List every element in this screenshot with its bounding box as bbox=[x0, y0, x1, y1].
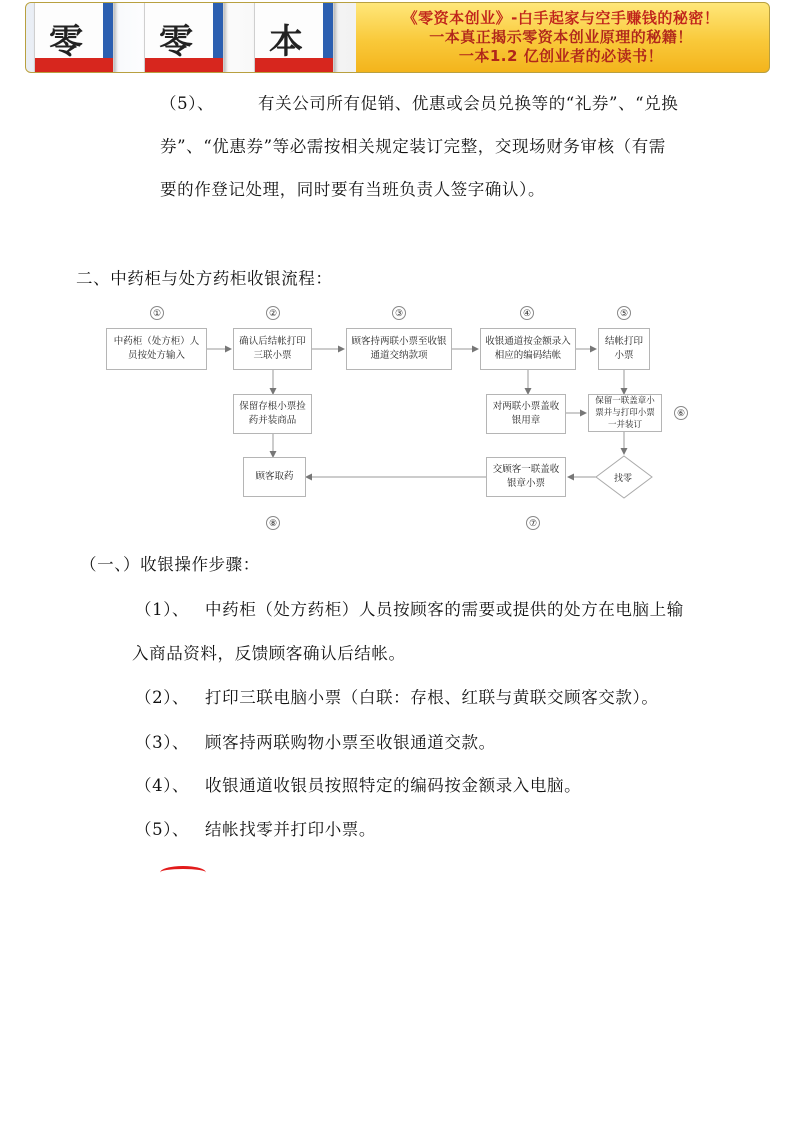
step-number-8: ⑧ bbox=[266, 516, 280, 530]
step-number-1: ① bbox=[150, 306, 164, 320]
flow-box-checkout: 收银通道按金额录入相应的编码结帐 bbox=[480, 328, 576, 370]
cashier-flowchart bbox=[100, 300, 700, 535]
banner-text bbox=[356, 9, 766, 66]
step-number-2: ② bbox=[266, 306, 280, 320]
item-5-line-2: 券”、“优惠券”等必需按相关规定装订完整，交现场财务审核（有需 bbox=[160, 137, 666, 156]
step-5-number: （5）、 bbox=[135, 820, 190, 839]
red-stamp-mark bbox=[160, 866, 206, 879]
flow-box-collect-medicine: 顾客取药 bbox=[243, 457, 306, 497]
book-cover: 零 bbox=[144, 2, 224, 73]
step-number-6: ⑥ bbox=[674, 406, 688, 420]
step-2-text: 打印三联电脑小票（白联：存根、红联与黄联交顾客交款）。 bbox=[205, 688, 659, 707]
flow-box-stamp: 对两联小票盖收银用章 bbox=[486, 394, 566, 434]
step-2-number: （2）、 bbox=[135, 688, 190, 707]
flow-box-pick-medicine: 保留存根小票捡药并装商品 bbox=[233, 394, 312, 434]
step-number-7: ⑦ bbox=[526, 516, 540, 530]
step-5-text: 结帐找零并打印小票。 bbox=[205, 820, 376, 839]
banner-line-1: 《零资本创业》-白手起家与空手赚钱的秘密！ bbox=[402, 9, 720, 27]
banner-line-3: 一本1.2 亿创业者的必读书！ bbox=[458, 47, 664, 65]
ad-banner[interactable] bbox=[25, 2, 770, 73]
steps-heading: （一、）收银操作步骤： bbox=[80, 555, 260, 574]
step-4-number: （4）、 bbox=[135, 776, 190, 795]
book-cover: 零 bbox=[34, 2, 114, 73]
step-4-text: 收银通道收银员按照特定的编码按金额录入电脑。 bbox=[205, 776, 582, 795]
step-3-text: 顾客持两联购物小票至收银通道交款。 bbox=[205, 733, 496, 752]
banner-line-2: 一本真正揭示零资本创业原理的秘籍！ bbox=[429, 28, 693, 46]
flow-box-bind-receipts: 保留一联盖章小票并与打印小票一并装订 bbox=[588, 394, 662, 432]
book-covers-image bbox=[26, 3, 356, 72]
step-1-number: （1）、 bbox=[135, 600, 190, 619]
step-1-continuation: 入商品资料，反馈顾客确认后结帐。 bbox=[132, 644, 406, 663]
item-5-number: （5）、 bbox=[160, 94, 215, 113]
item-5-line-1: 有关公司所有促销、优惠或会员兑换等的“礼券”、“兑换 bbox=[258, 94, 679, 113]
step-1-text: 中药柜（处方药柜）人员按顾客的需要或提供的处方在电脑上输 bbox=[205, 600, 684, 619]
flow-box-pay: 顾客持两联小票至收银通道交纳款项 bbox=[346, 328, 452, 370]
flow-box-receipt: 结帐打印小票 bbox=[598, 328, 650, 370]
diamond-label: 找零 bbox=[614, 474, 633, 484]
flow-box-print: 确认后结帐打印三联小票 bbox=[233, 328, 312, 370]
book-cover: 本 bbox=[254, 2, 334, 73]
flow-box-input: 中药柜（处方柜）人员按处方输入 bbox=[106, 328, 207, 370]
flow-box-hand-receipt: 交顾客一联盖收银章小票 bbox=[486, 457, 566, 497]
section-heading: 二、中药柜与处方药柜收银流程： bbox=[76, 269, 333, 288]
step-number-5: ⑤ bbox=[617, 306, 631, 320]
step-number-3: ③ bbox=[392, 306, 406, 320]
item-5-line-3: 要的作登记处理，同时要有当班负责人签字确认）。 bbox=[160, 180, 546, 199]
step-number-4: ④ bbox=[520, 306, 534, 320]
step-3-number: （3）、 bbox=[135, 733, 190, 752]
